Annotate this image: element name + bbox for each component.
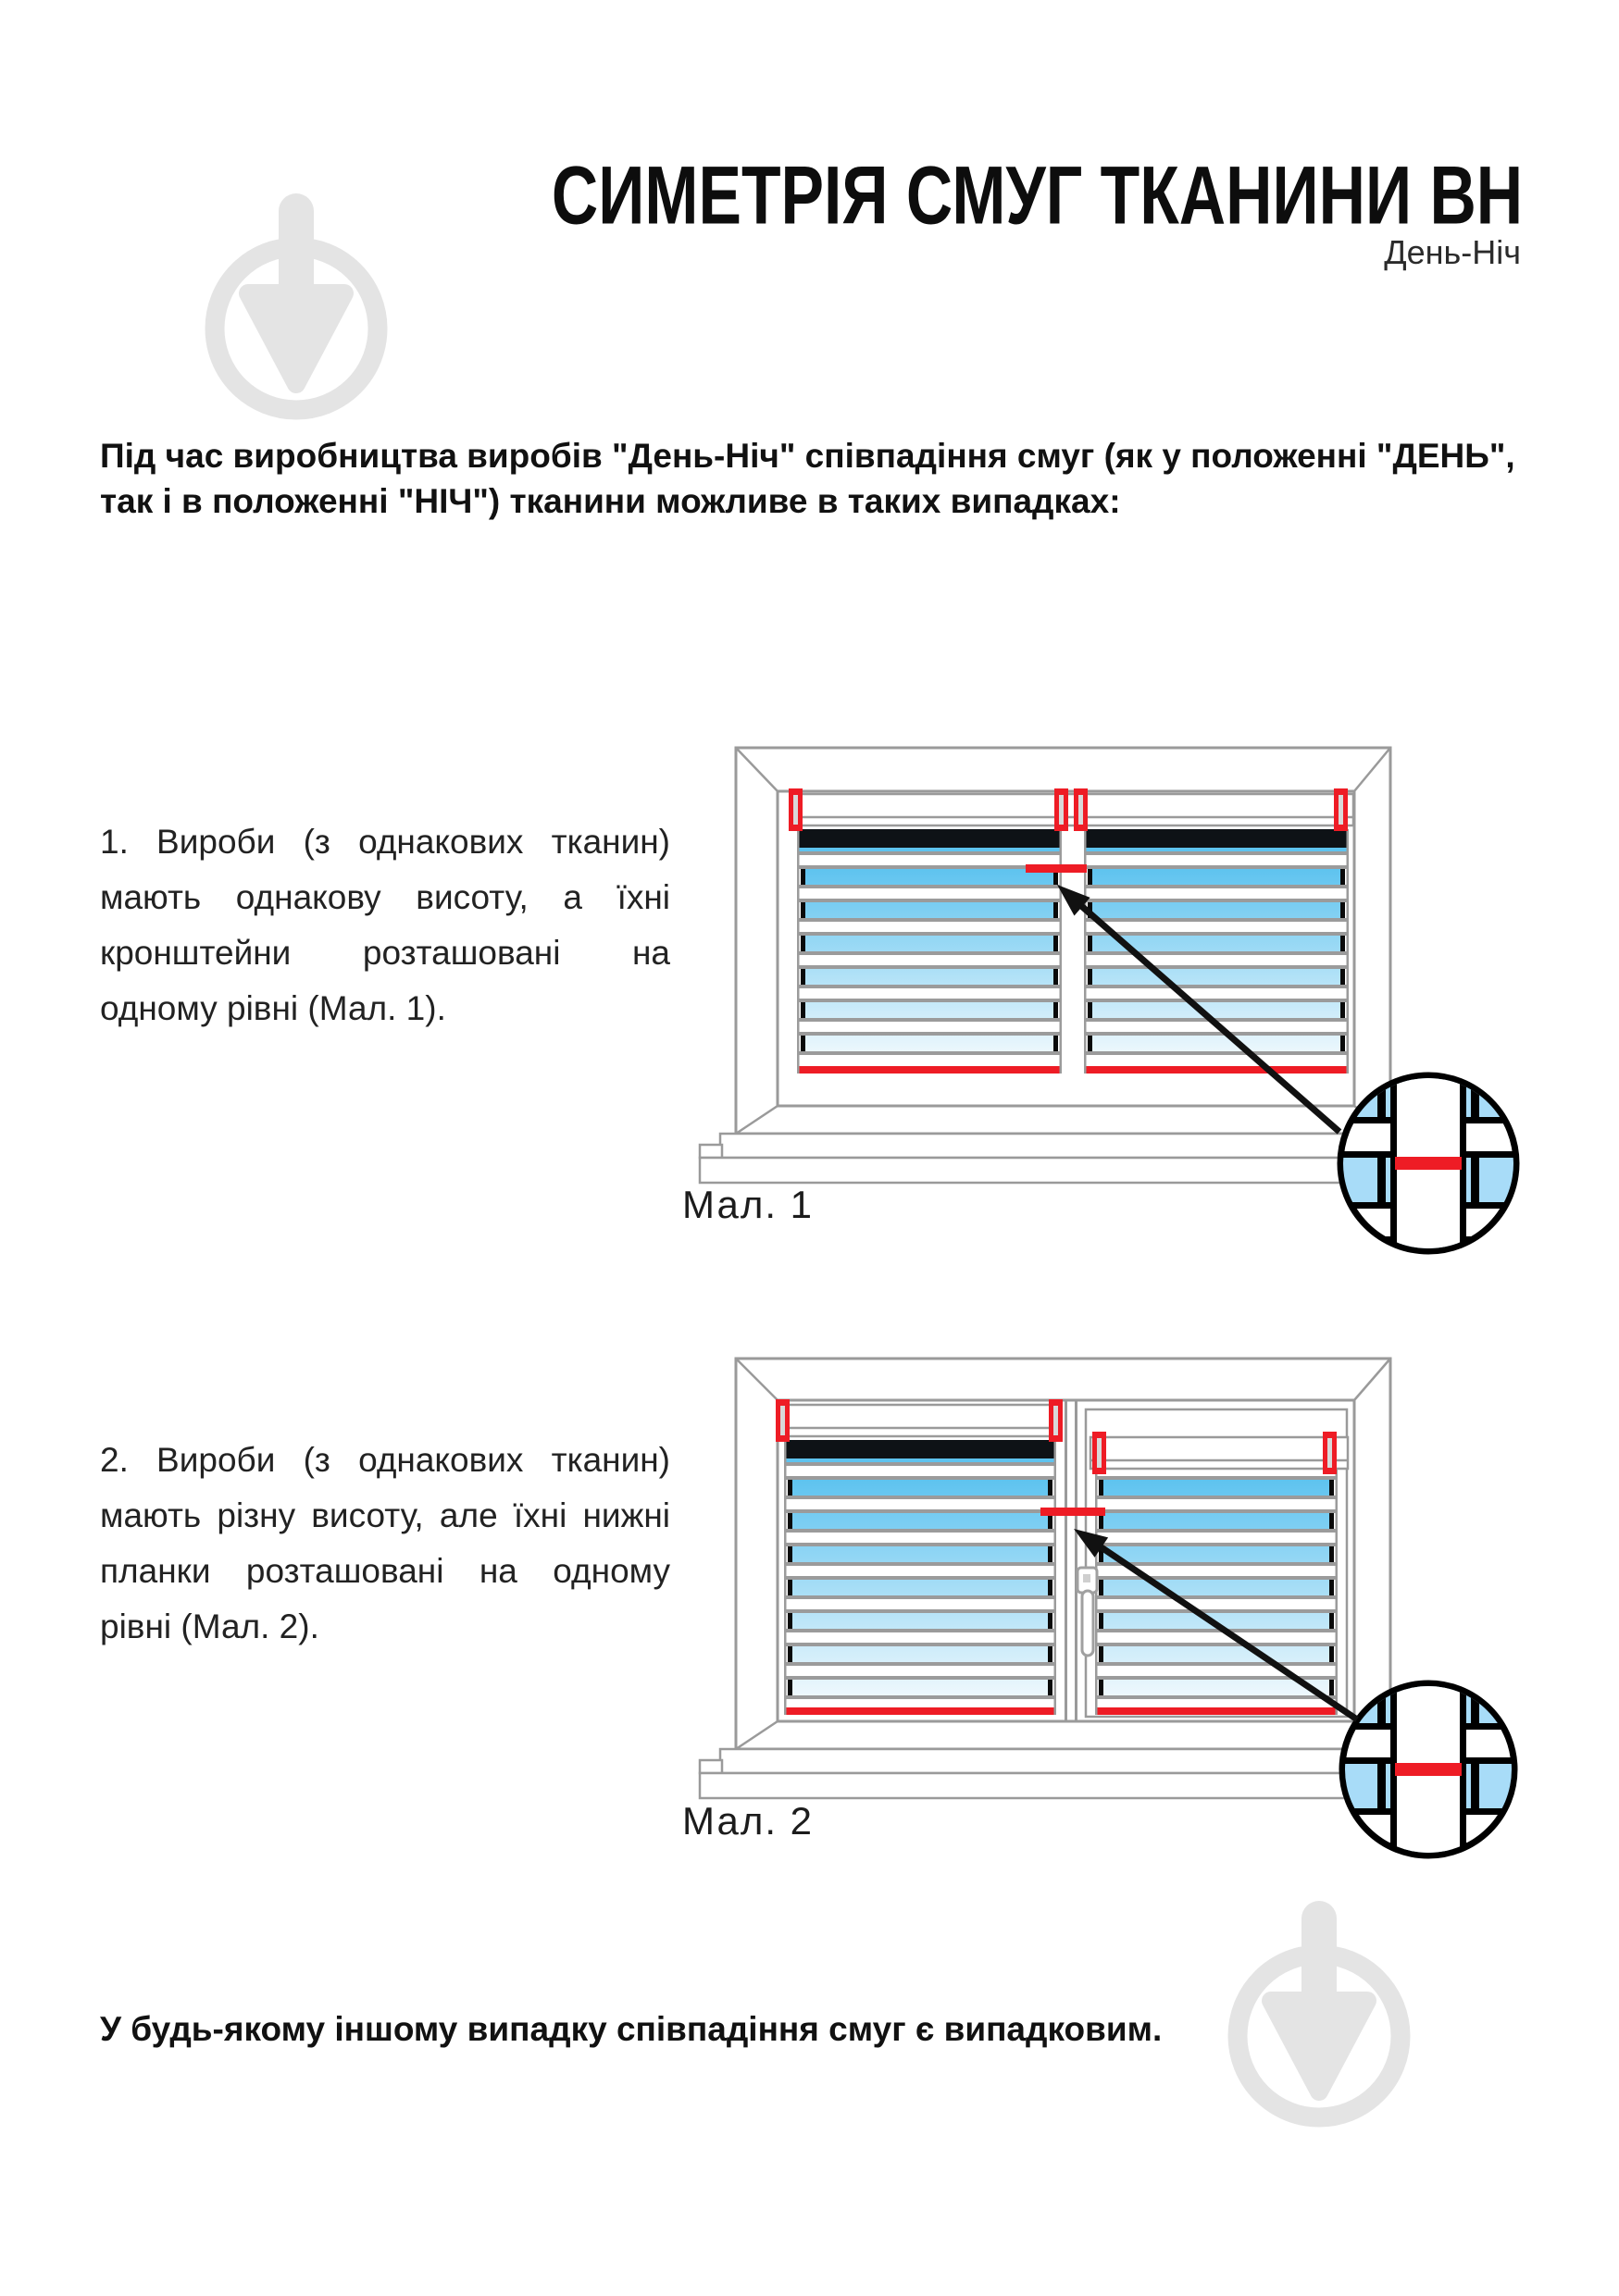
blind-dark-top-stripe bbox=[785, 1440, 1055, 1458]
brand-watermark-icon bbox=[1199, 1888, 1441, 2130]
blind-blue-stripe bbox=[801, 1036, 1058, 1051]
blind-blue-stripe bbox=[1088, 1036, 1345, 1051]
blind-blue-stripe bbox=[788, 1513, 1052, 1529]
case-1-text: 1. Вироби (з однакових тканин) мають однакову висоту, а їхні кронштейни розташовані на одному рівні (Мал. 1). bbox=[100, 823, 670, 1027]
window-sill bbox=[700, 1145, 722, 1158]
window-sill bbox=[720, 1749, 1405, 1773]
blind-blue-stripe bbox=[1088, 902, 1345, 918]
blind-blue-stripe bbox=[788, 1580, 1052, 1595]
blind-blue-stripe bbox=[1088, 969, 1345, 985]
blind-blue-stripe bbox=[788, 1613, 1052, 1629]
cassette-band bbox=[791, 794, 1353, 825]
page-title: СИМЕТРІЯ СМУГ ТКАНИНИ ВН bbox=[551, 149, 1523, 242]
blind-blue-stripe bbox=[788, 1546, 1052, 1562]
blind-blue-stripe bbox=[788, 1646, 1052, 1662]
cassette-band bbox=[779, 1405, 1061, 1436]
watermark-triangle bbox=[248, 293, 344, 384]
blind-blue-stripe bbox=[1099, 1546, 1334, 1562]
blind-bottom-bar bbox=[785, 1707, 1055, 1715]
window-sill bbox=[700, 1760, 722, 1773]
figure-2-caption: Мал. 2 bbox=[682, 1799, 815, 1843]
cassette-band bbox=[1090, 1437, 1348, 1469]
magnified-alignment-marker bbox=[1395, 1157, 1462, 1170]
window-sill bbox=[700, 1158, 1418, 1183]
intro-line-1: Під час виробництва виробів "День-Ніч" співпадіння смуг (як у положенні "ДЕНЬ", bbox=[100, 437, 1515, 475]
conclusion-text: У будь-якому іншому випадку співпадіння смуг є випадковим. bbox=[100, 2010, 1163, 2048]
blind-dark-top-stripe bbox=[798, 829, 1061, 848]
intro-line-2: так і в положенні "НІЧ") тканини можливе в таких випадках: bbox=[100, 482, 1121, 520]
stripe-alignment-marker bbox=[1040, 1508, 1105, 1516]
blind-blue-stripe bbox=[1099, 1580, 1334, 1595]
blind-bottom-bar bbox=[1096, 1707, 1337, 1715]
blind-blue-stripe bbox=[801, 869, 1058, 885]
blind-blue-stripe bbox=[801, 969, 1058, 985]
blind-blue-stripe bbox=[1088, 1002, 1345, 1018]
blind-dark-top-stripe bbox=[1085, 829, 1348, 848]
blind-blue-stripe bbox=[1099, 1480, 1334, 1496]
intro-paragraph bbox=[100, 433, 1544, 524]
blind-blue-stripe bbox=[788, 1680, 1052, 1695]
figure-1-caption: Мал. 1 bbox=[682, 1183, 815, 1226]
watermark-triangle bbox=[1271, 2001, 1367, 2091]
magnifier-detail-circle bbox=[1340, 1066, 1516, 1268]
blind-bottom-bar bbox=[798, 1066, 1061, 1074]
blind-blue-stripe bbox=[1099, 1646, 1334, 1662]
window-mullion bbox=[1065, 1400, 1067, 1721]
blind-blue-stripe bbox=[801, 936, 1058, 951]
window-sill bbox=[720, 1134, 1405, 1158]
blind-blue-stripe bbox=[801, 902, 1058, 918]
brand-watermark-icon bbox=[176, 180, 418, 423]
blind-blue-stripe bbox=[1088, 869, 1345, 885]
blind-blue-stripe bbox=[1099, 1513, 1334, 1529]
case-2-text: 2. Вироби (з однакових тканин) мають різну висоту, але їхні нижні планки розташовані на одному рівні (Мал. 2). bbox=[100, 1441, 670, 1645]
page-subtitle: День-Ніч bbox=[1384, 233, 1521, 271]
blind-blue-stripe bbox=[801, 1002, 1058, 1018]
magnified-alignment-marker bbox=[1395, 1763, 1462, 1776]
window-sill bbox=[700, 1773, 1418, 1798]
stripe-alignment-marker bbox=[1026, 864, 1087, 873]
blind-blue-stripe bbox=[788, 1480, 1052, 1496]
blind-bottom-bar bbox=[1085, 1066, 1348, 1074]
